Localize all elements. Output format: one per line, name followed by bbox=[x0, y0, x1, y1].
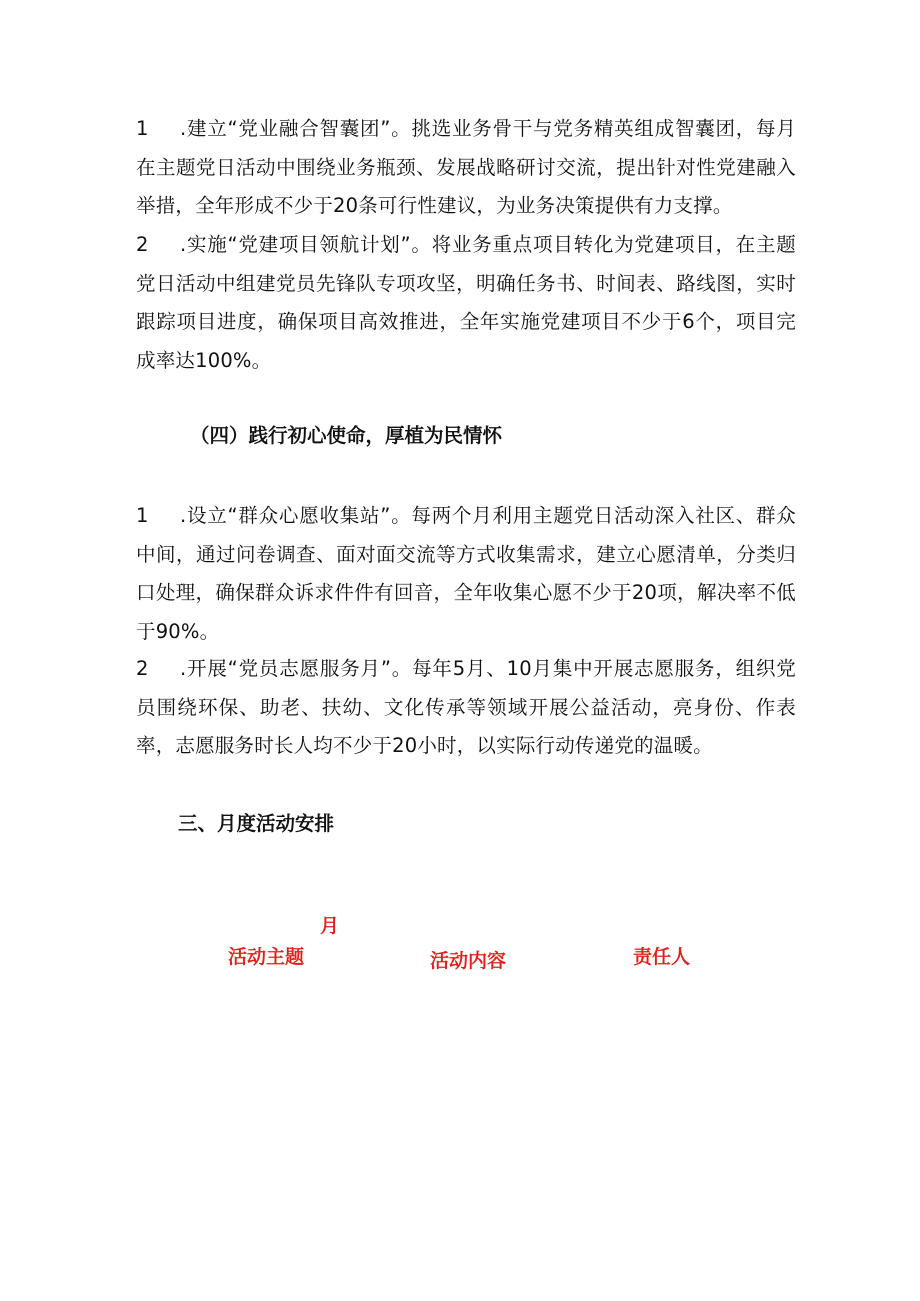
paragraph-text: .实施“党建项目领航计划”。将业务重点项目转化为党建项目，在主题党日活动中组建党员先锋队专项攻坚，明确任务书、时间表、路线图，实时跟踪项目进度，确保项目高效推进，全年实施党建项目不少于6个，项目完成率达100%。 bbox=[136, 233, 796, 372]
paragraph-text: .开展“党员志愿服务月”。每年5月、10月集中开展志愿服务，组织党员围绕环保、助老、扶幼、文化传承等领域开展公益活动，亮身份、作表率，志愿服务时长人均不少于20小时，以实际行动传递党的温暖。 bbox=[136, 657, 796, 757]
paragraph-project-pilot-plan bbox=[136, 226, 796, 380]
table-header-content: 活动内容 bbox=[430, 950, 507, 972]
section-heading-4: （四）践行初心使命，厚植为民情怀 bbox=[190, 424, 503, 447]
paragraph-text: .建立“党业融合智囊团”。挑选业务骨干与党务精英组成智囊团，每月在主题党日活动中围绕业务瓶颈、发展战略研讨交流，提出针对性党建融入举措，全年形成不少于20条可行性建议，为业务决策提供有力支撑。 bbox=[136, 117, 796, 217]
item-number: 1 bbox=[136, 504, 149, 527]
table-header-theme: 活动主题 bbox=[228, 946, 305, 968]
paragraph-wish-collection bbox=[136, 497, 796, 651]
paragraph-volunteer-month bbox=[136, 650, 796, 766]
item-number: 2 bbox=[136, 657, 149, 680]
table-header-owner: 责任人 bbox=[633, 946, 691, 968]
section-heading-3: 三、月度活动安排 bbox=[178, 812, 335, 835]
item-number: 2 bbox=[136, 233, 149, 256]
paragraph-text: .设立“群众心愿收集站”。每两个月利用主题党日活动深入社区、群众中间，通过问卷调查、面对面交流等方式收集需求，建立心愿清单，分类归口处理，确保群众诉求件件有回音，全年收集心愿不少于20项，解决率不低于90%。 bbox=[136, 504, 796, 643]
item-number: 1 bbox=[136, 117, 149, 140]
paragraph-smart-think-tank bbox=[136, 110, 796, 226]
table-header-month: 月 bbox=[320, 915, 340, 937]
